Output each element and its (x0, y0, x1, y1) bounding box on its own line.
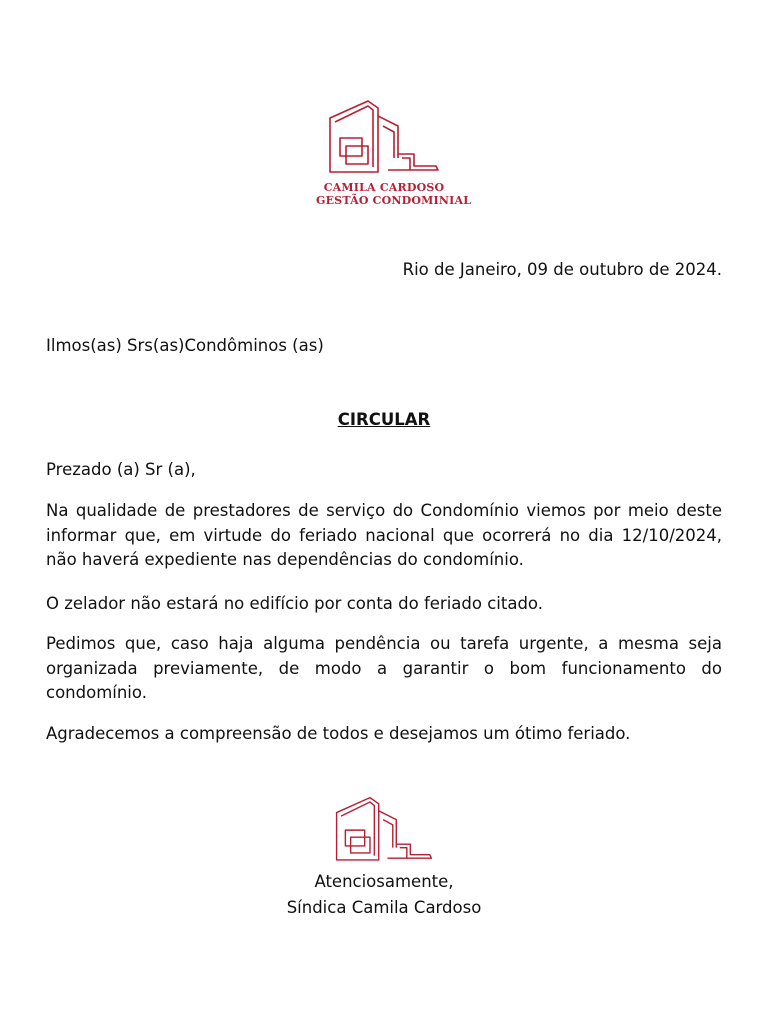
brand-subtitle: GESTÃO CONDOMINIAL (316, 194, 472, 207)
addressee: Ilmos(as) Srs(as)Condôminos (as) (46, 336, 324, 355)
signature: Síndica Camila Cardoso (286, 898, 482, 917)
paragraph-thanks: Agradecemos a compreensão de todos e desejamos um ótimo feriado. (46, 724, 631, 743)
document-title: CIRCULAR (337, 410, 431, 429)
greeting: Prezado (a) Sr (a), (46, 460, 196, 479)
paragraph-janitor-absence: O zelador não estará no edifício por conta do feriado citado. (46, 594, 543, 613)
date-line: Rio de Janeiro, 09 de outubro de 2024. (402, 260, 722, 279)
paragraph-urgent-tasks: Pedimos que, caso haja alguma pendência ou tarefa urgente, a mesma seja organizada previamente, de modo a garantir o bom funcionamento do condomínio. (46, 634, 722, 702)
letterhead-logo (316, 98, 472, 210)
building-outline-logo-icon (330, 795, 438, 867)
closing: Atenciosamente, (314, 872, 454, 891)
brand-name: CAMILA CARDOSO (323, 181, 445, 194)
signature-logo (330, 795, 438, 871)
building-outline-logo-icon (328, 98, 440, 180)
paragraph-holiday-notice: Na qualidade de prestadores de serviço do Condomínio viemos por meio deste informar que, em virtude do feriado nacional que ocorrerá no dia 12/10/2024, não haverá expediente nas dependências do condomínio. (46, 501, 722, 569)
